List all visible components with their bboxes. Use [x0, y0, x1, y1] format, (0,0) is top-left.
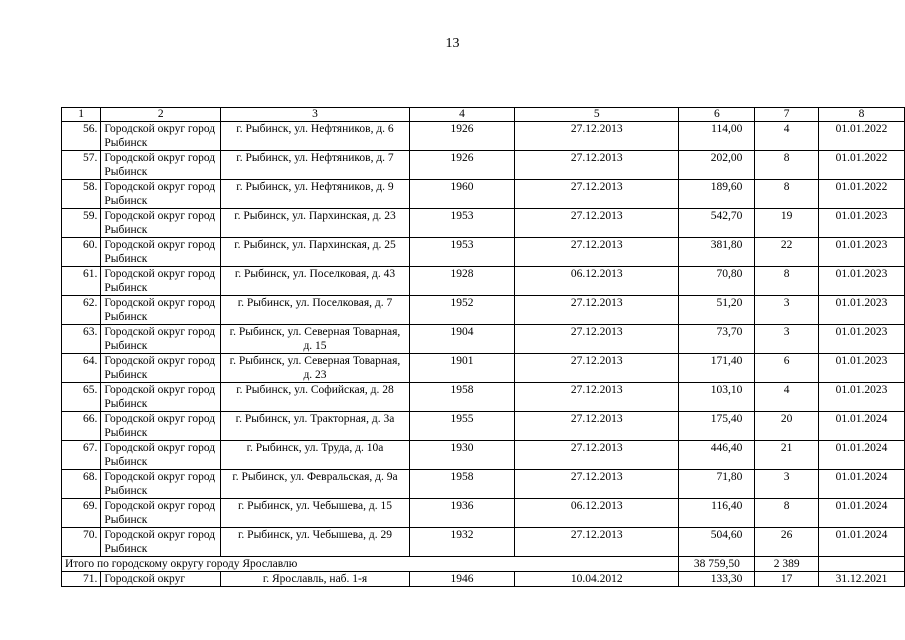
cell-municipality: Городской округ	[101, 572, 221, 587]
cell-count: 22	[755, 238, 819, 267]
column-header: 2	[101, 108, 221, 122]
cell-municipality: Городской округ город Рыбинск	[101, 180, 221, 209]
table-row	[62, 122, 905, 151]
cell-area: 114,00	[679, 122, 755, 151]
page-number: 13	[445, 36, 460, 51]
cell-municipality: Городской округ город Рыбинск	[101, 238, 221, 267]
cell-address: г. Рыбинск, ул. Поселковая, д. 43	[221, 267, 410, 296]
cell-year: 1904	[409, 325, 514, 354]
cell-year: 1958	[409, 383, 514, 412]
cell-address: г. Ярославль, наб. 1-я	[221, 572, 410, 587]
cell-date: 27.12.2013	[515, 238, 679, 267]
cell-municipality: Городской округ город Рыбинск	[101, 528, 221, 557]
cell-year: 1955	[409, 412, 514, 441]
table-row	[62, 383, 905, 412]
cell-address: г. Рыбинск, ул. Северная Товарная, д. 23	[221, 354, 410, 383]
cell-date: 27.12.2013	[515, 528, 679, 557]
cell-address: г. Рыбинск, ул. Нефтяников, д. 6	[221, 122, 410, 151]
table-row	[62, 238, 905, 267]
cell-date: 27.12.2013	[515, 383, 679, 412]
cell-area: 116,40	[679, 499, 755, 528]
table-row	[62, 572, 905, 587]
cell-year: 1936	[409, 499, 514, 528]
cell-address: г. Рыбинск, ул. Труда, д. 10а	[221, 441, 410, 470]
cell-number: 58.	[62, 180, 101, 209]
cell-municipality: Городской округ город Рыбинск	[101, 267, 221, 296]
cell-count: 17	[755, 572, 819, 587]
total-deadline	[818, 557, 904, 572]
cell-deadline: 01.01.2023	[818, 354, 904, 383]
table-row	[62, 180, 905, 209]
cell-municipality: Городской округ город Рыбинск	[101, 383, 221, 412]
cell-year: 1930	[409, 441, 514, 470]
cell-area: 446,40	[679, 441, 755, 470]
cell-deadline: 01.01.2024	[818, 441, 904, 470]
cell-deadline: 01.01.2024	[818, 499, 904, 528]
cell-number: 67.	[62, 441, 101, 470]
cell-municipality: Городской округ город Рыбинск	[101, 412, 221, 441]
cell-count: 20	[755, 412, 819, 441]
cell-municipality: Городской округ город Рыбинск	[101, 354, 221, 383]
cell-area: 175,40	[679, 412, 755, 441]
cell-address: г. Рыбинск, ул. Пархинская, д. 23	[221, 209, 410, 238]
cell-count: 8	[755, 151, 819, 180]
column-header: 3	[221, 108, 410, 122]
table-row	[62, 296, 905, 325]
cell-number: 66.	[62, 412, 101, 441]
cell-year: 1932	[409, 528, 514, 557]
cell-date: 06.12.2013	[515, 499, 679, 528]
cell-address: г. Рыбинск, ул. Северная Товарная, д. 15	[221, 325, 410, 354]
cell-date: 06.12.2013	[515, 267, 679, 296]
table-row	[62, 412, 905, 441]
cell-area: 189,60	[679, 180, 755, 209]
cell-municipality: Городской округ город Рыбинск	[101, 151, 221, 180]
cell-municipality: Городской округ город Рыбинск	[101, 470, 221, 499]
total-label: Итого по городскому округу городу Ярославлю	[62, 557, 679, 572]
cell-deadline: 01.01.2023	[818, 238, 904, 267]
table-row	[62, 528, 905, 557]
cell-municipality: Городской округ город Рыбинск	[101, 122, 221, 151]
cell-number: 69.	[62, 499, 101, 528]
cell-municipality: Городской округ город Рыбинск	[101, 441, 221, 470]
cell-year: 1953	[409, 209, 514, 238]
cell-count: 3	[755, 325, 819, 354]
cell-area: 202,00	[679, 151, 755, 180]
cell-year: 1953	[409, 238, 514, 267]
cell-address: г. Рыбинск, ул. Тракторная, д. 3а	[221, 412, 410, 441]
cell-date: 10.04.2012	[515, 572, 679, 587]
cell-year: 1926	[409, 151, 514, 180]
cell-area: 504,60	[679, 528, 755, 557]
cell-date: 27.12.2013	[515, 296, 679, 325]
cell-number: 56.	[62, 122, 101, 151]
cell-deadline: 01.01.2023	[818, 325, 904, 354]
cell-count: 19	[755, 209, 819, 238]
cell-deadline: 01.01.2022	[818, 151, 904, 180]
cell-number: 71.	[62, 572, 101, 587]
table-row	[62, 325, 905, 354]
cell-deadline: 01.01.2022	[818, 122, 904, 151]
cell-count: 8	[755, 267, 819, 296]
column-header: 6	[679, 108, 755, 122]
cell-date: 27.12.2013	[515, 441, 679, 470]
cell-municipality: Городской округ город Рыбинск	[101, 209, 221, 238]
total-row	[62, 557, 905, 572]
cell-area: 71,80	[679, 470, 755, 499]
cell-deadline: 01.01.2023	[818, 296, 904, 325]
cell-deadline: 01.01.2023	[818, 383, 904, 412]
cell-number: 61.	[62, 267, 101, 296]
cell-deadline: 01.01.2023	[818, 267, 904, 296]
cell-date: 27.12.2013	[515, 354, 679, 383]
table-row	[62, 267, 905, 296]
cell-date: 27.12.2013	[515, 412, 679, 441]
cell-date: 27.12.2013	[515, 470, 679, 499]
cell-municipality: Городской округ город Рыбинск	[101, 499, 221, 528]
table-row	[62, 354, 905, 383]
cell-count: 21	[755, 441, 819, 470]
cell-number: 70.	[62, 528, 101, 557]
cell-area: 381,80	[679, 238, 755, 267]
cell-number: 65.	[62, 383, 101, 412]
registry-table	[61, 107, 905, 587]
cell-count: 26	[755, 528, 819, 557]
cell-year: 1952	[409, 296, 514, 325]
cell-date: 27.12.2013	[515, 151, 679, 180]
cell-date: 27.12.2013	[515, 325, 679, 354]
table-row	[62, 209, 905, 238]
cell-address: г. Рыбинск, ул. Пархинская, д. 25	[221, 238, 410, 267]
cell-number: 62.	[62, 296, 101, 325]
cell-area: 73,70	[679, 325, 755, 354]
table-row	[62, 499, 905, 528]
column-header: 7	[755, 108, 819, 122]
cell-address: г. Рыбинск, ул. Нефтяников, д. 7	[221, 151, 410, 180]
cell-municipality: Городской округ город Рыбинск	[101, 296, 221, 325]
table-row	[62, 470, 905, 499]
column-header: 5	[515, 108, 679, 122]
table-row	[62, 441, 905, 470]
column-header: 4	[409, 108, 514, 122]
cell-date: 27.12.2013	[515, 180, 679, 209]
cell-date: 27.12.2013	[515, 209, 679, 238]
cell-number: 63.	[62, 325, 101, 354]
cell-deadline: 01.01.2024	[818, 470, 904, 499]
cell-year: 1960	[409, 180, 514, 209]
cell-area: 171,40	[679, 354, 755, 383]
cell-address: г. Рыбинск, ул. Софийская, д. 28	[221, 383, 410, 412]
cell-deadline: 31.12.2021	[818, 572, 904, 587]
cell-address: г. Рыбинск, ул. Чебышева, д. 15	[221, 499, 410, 528]
cell-year: 1926	[409, 122, 514, 151]
cell-year: 1901	[409, 354, 514, 383]
cell-number: 59.	[62, 209, 101, 238]
cell-count: 8	[755, 180, 819, 209]
cell-address: г. Рыбинск, ул. Поселковая, д. 7	[221, 296, 410, 325]
cell-year: 1928	[409, 267, 514, 296]
total-count: 2 389	[755, 557, 819, 572]
cell-count: 6	[755, 354, 819, 383]
cell-count: 8	[755, 499, 819, 528]
cell-date: 27.12.2013	[515, 122, 679, 151]
total-area: 38 759,50	[679, 557, 755, 572]
cell-area: 542,70	[679, 209, 755, 238]
table-row	[62, 151, 905, 180]
cell-deadline: 01.01.2023	[818, 209, 904, 238]
cell-address: г. Рыбинск, ул. Чебышева, д. 29	[221, 528, 410, 557]
header-row	[62, 108, 905, 122]
cell-number: 57.	[62, 151, 101, 180]
cell-count: 3	[755, 296, 819, 325]
cell-address: г. Рыбинск, ул. Нефтяников, д. 9	[221, 180, 410, 209]
column-header: 1	[62, 108, 101, 122]
cell-year: 1946	[409, 572, 514, 587]
cell-address: г. Рыбинск, ул. Февральская, д. 9а	[221, 470, 410, 499]
cell-count: 3	[755, 470, 819, 499]
cell-year: 1958	[409, 470, 514, 499]
cell-area: 70,80	[679, 267, 755, 296]
cell-municipality: Городской округ город Рыбинск	[101, 325, 221, 354]
cell-deadline: 01.01.2024	[818, 412, 904, 441]
column-header: 8	[818, 108, 904, 122]
cell-area: 133,30	[679, 572, 755, 587]
cell-number: 68.	[62, 470, 101, 499]
cell-deadline: 01.01.2024	[818, 528, 904, 557]
cell-deadline: 01.01.2022	[818, 180, 904, 209]
cell-count: 4	[755, 383, 819, 412]
cell-count: 4	[755, 122, 819, 151]
cell-number: 60.	[62, 238, 101, 267]
cell-area: 103,10	[679, 383, 755, 412]
cell-area: 51,20	[679, 296, 755, 325]
cell-number: 64.	[62, 354, 101, 383]
